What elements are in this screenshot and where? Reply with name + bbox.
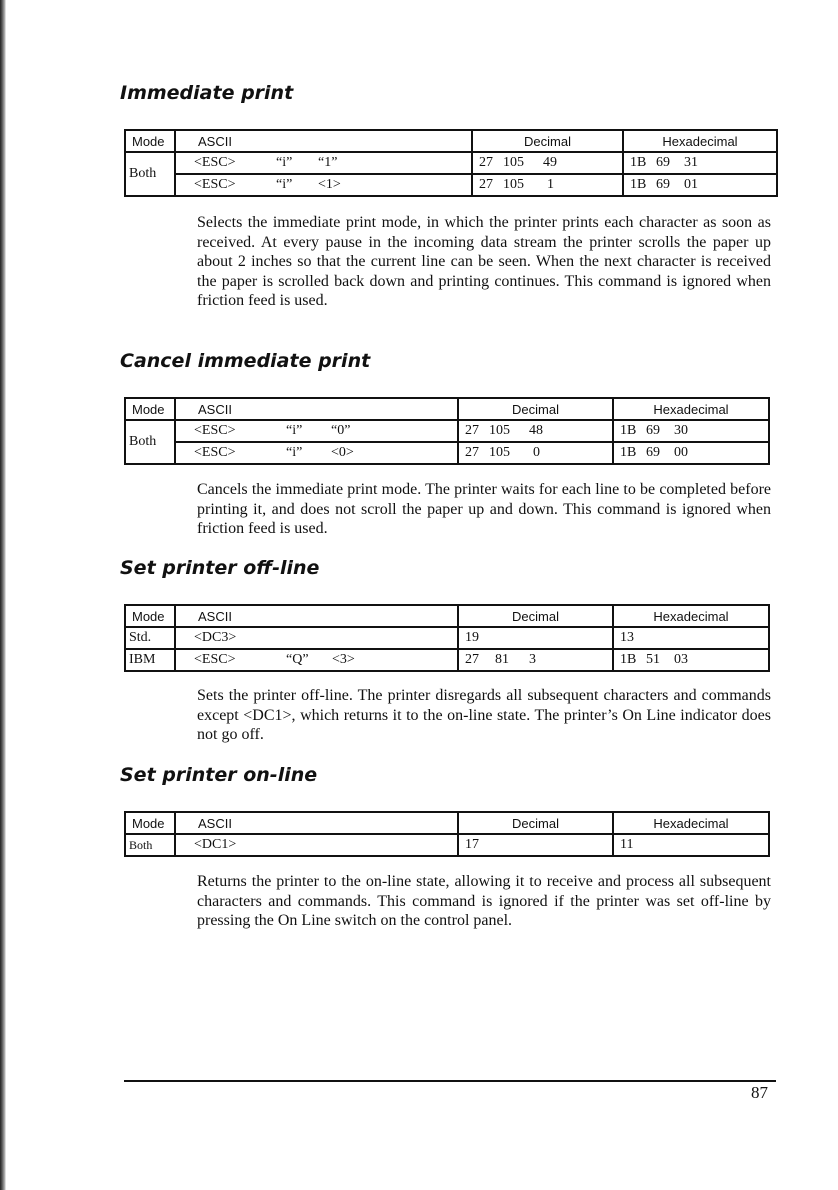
command-table-immediate-print: [124, 129, 778, 197]
header-decimal: Decimal: [458, 812, 613, 834]
table-header-row: [125, 130, 777, 152]
header-ascii: ASCII: [175, 130, 472, 152]
hex-cell: 1B 69 01: [623, 174, 777, 196]
header-ascii: ASCII: [175, 812, 458, 834]
command-table-set-printer-on-line: [124, 811, 770, 857]
header-hexadecimal: Hexadecimal: [613, 605, 769, 627]
header-ascii: ASCII: [175, 605, 458, 627]
hex-cell: 11: [613, 834, 769, 856]
header-mode: Mode: [125, 605, 175, 627]
footer-rule: [124, 1080, 776, 1082]
mode-cell: Both: [125, 420, 175, 464]
mode-cell: Both: [125, 834, 175, 856]
description-set-printer-off-line: Sets the printer off-line. The printer disregards all subsequent characters and commands except <DC1>, which returns it to the on-line state. The printer’s On Line indicator does not go off.: [197, 687, 771, 743]
table-row: [125, 420, 769, 442]
header-decimal: Decimal: [458, 398, 613, 420]
ascii-cell: <ESC> “Q” <3>: [175, 649, 458, 671]
table-row: [125, 152, 777, 174]
decimal-cell: 19: [458, 627, 613, 649]
ascii-cell: <ESC> “i” <0>: [175, 442, 458, 464]
decimal-cell: 27 81 3: [458, 649, 613, 671]
ascii-cell: <ESC> “i” “1”: [175, 152, 472, 174]
command-table-cancel-immediate-print: [124, 397, 770, 465]
section-title-set-printer-off-line: Set printer off-line: [120, 557, 320, 579]
header-decimal: Decimal: [458, 605, 613, 627]
decimal-cell: 27 105 1: [472, 174, 623, 196]
hex-cell: 13: [613, 627, 769, 649]
header-mode: Mode: [125, 398, 175, 420]
table-header-row: [125, 398, 769, 420]
hex-cell: 1B 69 00: [613, 442, 769, 464]
table-row: [125, 649, 769, 671]
ascii-cell: <DC3>: [175, 627, 458, 649]
ascii-cell: <ESC> “i” “0”: [175, 420, 458, 442]
header-hexadecimal: Hexadecimal: [613, 812, 769, 834]
header-ascii: ASCII: [175, 398, 458, 420]
header-hexadecimal: Hexadecimal: [613, 398, 769, 420]
header-mode: Mode: [125, 130, 175, 152]
table-header-row: [125, 605, 769, 627]
description-cancel-immediate-print: Cancels the immediate print mode. The printer waits for each line to be completed before printing it, and does not scroll the paper up and down. This command is ignored when friction feed is used.: [197, 481, 771, 537]
description-set-printer-on-line: Returns the printer to the on-line state, allowing it to receive and process all subsequent characters and commands. This command is ignored if the printer was set off-line by pressing the On Line switch on the control panel.: [197, 873, 771, 929]
decimal-cell: 27 105 0: [458, 442, 613, 464]
ascii-cell: <DC1>: [175, 834, 458, 856]
mode-cell: IBM: [125, 649, 175, 671]
hex-cell: 1B 69 30: [613, 420, 769, 442]
page-number: 87: [751, 1083, 768, 1102]
ascii-cell: <ESC> “i” <1>: [175, 174, 472, 196]
table-row: [125, 174, 777, 196]
header-mode: Mode: [125, 812, 175, 834]
mode-cell: Std.: [125, 627, 175, 649]
decimal-cell: 27 105 48: [458, 420, 613, 442]
header-decimal: Decimal: [472, 130, 623, 152]
table-row: [125, 627, 769, 649]
scan-edge: [0, 0, 6, 1190]
table-row: [125, 442, 769, 464]
hex-cell: 1B 69 31: [623, 152, 777, 174]
header-hexadecimal: Hexadecimal: [623, 130, 777, 152]
description-immediate-print: Selects the immediate print mode, in which the printer prints each character as soon as received. At every pause in the incoming data stream the printer scrolls the paper up about 2 inches so that the current line can be seen. When the next character is received the paper is scrolled back down and printing continues. This command is ignored when friction feed is used.: [197, 214, 771, 309]
hex-cell: 1B 51 03: [613, 649, 769, 671]
decimal-cell: 27 105 49: [472, 152, 623, 174]
decimal-cell: 17: [458, 834, 613, 856]
table-header-row: [125, 812, 769, 834]
section-title-set-printer-on-line: Set printer on-line: [120, 764, 318, 786]
section-title-immediate-print: Immediate print: [120, 82, 294, 104]
table-row: [125, 834, 769, 856]
command-table-set-printer-off-line: [124, 604, 770, 672]
section-title-cancel-immediate-print: Cancel immediate print: [120, 350, 371, 372]
mode-cell: Both: [125, 152, 175, 196]
